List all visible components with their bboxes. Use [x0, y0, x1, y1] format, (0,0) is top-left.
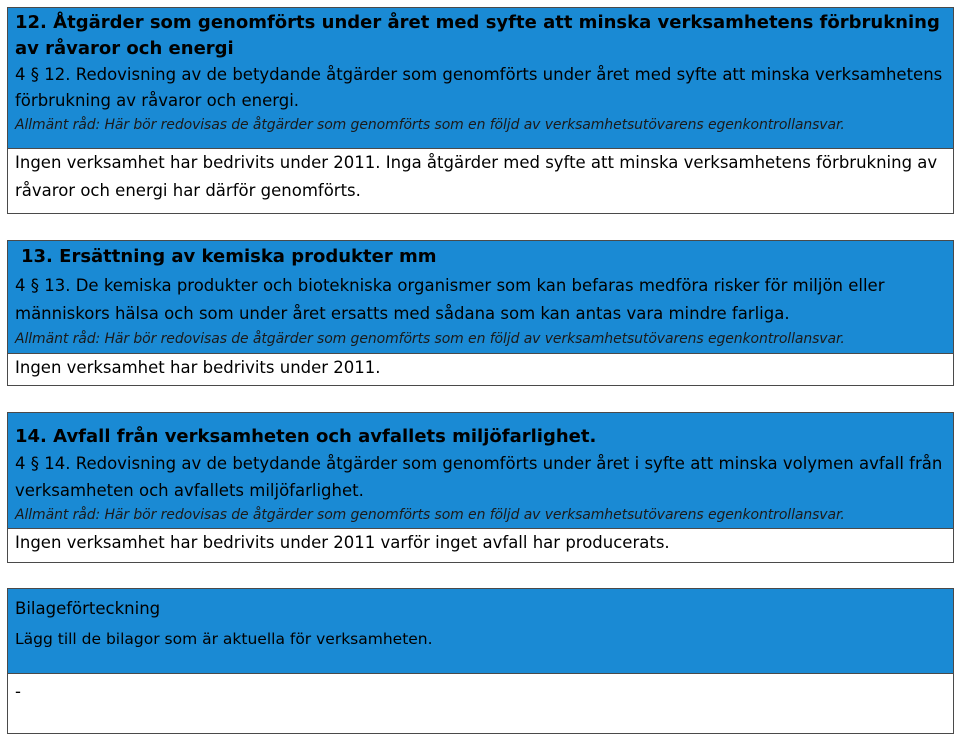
section-13-body: 4 § 13. De kemiska produkter och biotekniska organismer som kan befaras medföra risker för miljön eller människors hälsa och som under året ersatts med sådana som kan antas vara mindre farliga.	[15, 276, 885, 323]
section-13-answer[interactable]	[7, 354, 954, 386]
section-12-heading: 12. Åtgärder som genomförts under året med syfte att minska verksamhetens förbrukning av råvaror och energi	[15, 12, 940, 59]
attachments-section	[7, 588, 954, 674]
section-13	[7, 240, 954, 354]
section-14-answer[interactable]	[7, 529, 954, 563]
section-12-hint: Allmänt råd: Här bör redovisas de åtgärder som genomförts som en följd av verksamhetsutövarens egenkontrollansvar.	[15, 117, 845, 133]
section-14-body: 4 § 14. Redovisning av de betydande åtgärder som genomförts under året i syfte att minska volymen avfall från verksamheten och avfallets miljöfarlighet.	[15, 454, 943, 500]
section-14-answer-text: Ingen verksamhet har bedrivits under 2011 varför inget avfall har producerats.	[15, 533, 670, 552]
section-12	[7, 7, 954, 149]
section-12-answer-text: Ingen verksamhet har bedrivits under 2011. Inga åtgärder med syfte att minska verksamhetens förbrukning av råvaror och energi har därför genomförts.	[15, 153, 938, 200]
attachments-answer-text: -	[15, 682, 21, 701]
section-14-hint: Allmänt råd: Här bör redovisas de åtgärder som genomförts som en följd av verksamhetsutövarens egenkontrollansvar.	[15, 507, 845, 523]
attachments-heading: Bilageförteckning	[15, 599, 161, 618]
section-12-answer[interactable]	[7, 149, 954, 214]
section-13-answer-text: Ingen verksamhet har bedrivits under 2011.	[15, 358, 381, 377]
section-14-heading: 14. Avfall från verksamheten och avfallets miljöfarlighet.	[15, 426, 597, 447]
attachments-body: Lägg till de bilagor som är aktuella för verksamheten.	[15, 630, 433, 648]
section-13-heading: 13. Ersättning av kemiska produkter mm	[21, 246, 437, 267]
section-14	[7, 412, 954, 529]
section-13-hint: Allmänt råd: Här bör redovisas de åtgärder som genomförts som en följd av verksamhetsutövarens egenkontrollansvar.	[15, 331, 845, 347]
attachments-answer[interactable]	[7, 674, 954, 734]
section-12-body: 4 § 12. Redovisning av de betydande åtgärder som genomförts under året med syfte att minska verksamhetens förbrukning av råvaror och energi.	[15, 65, 943, 110]
